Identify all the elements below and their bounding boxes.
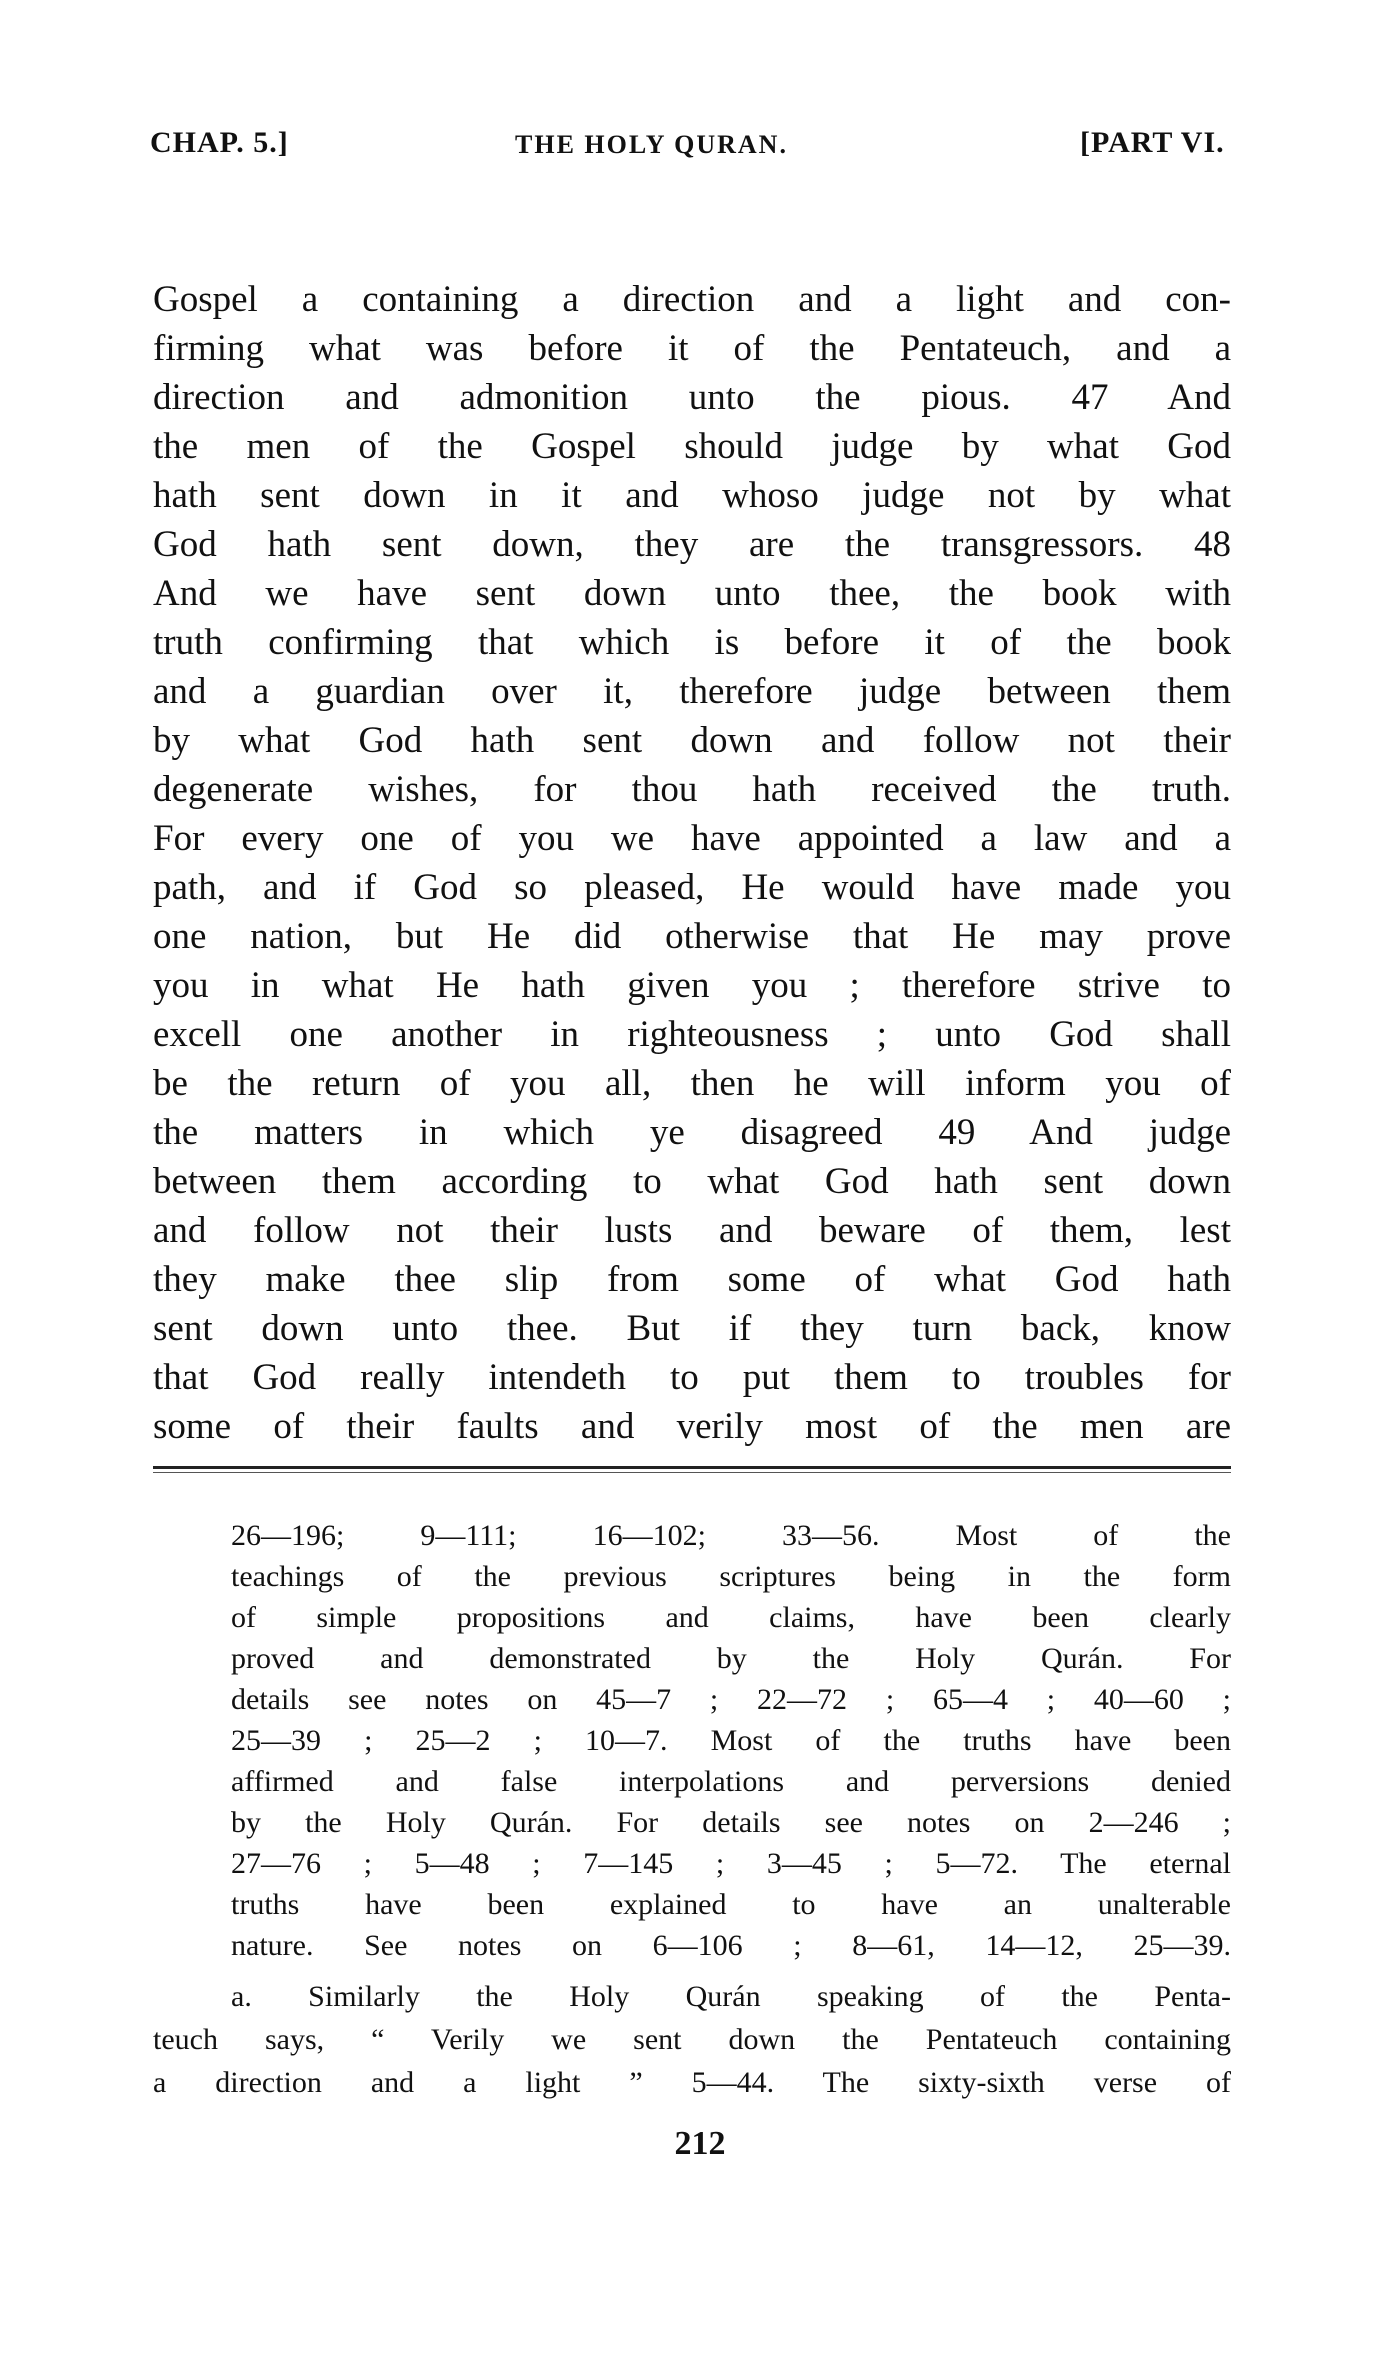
- text-line: Gospel a containing a direction and a light and con-: [153, 279, 1231, 320]
- text-line: 25—39 ; 25—2 ; 10—7. Most of the truths have been: [231, 1724, 1231, 1757]
- text-line: 26—196; 9—111; 16—102; 33—56. Most of the: [231, 1519, 1231, 1552]
- text-line: one nation, but He did otherwise that He may prove: [153, 916, 1231, 957]
- text-line: you in what He hath given you ; therefore strive to: [153, 965, 1231, 1006]
- text-line: direction and admonition unto the pious. 47 And: [153, 377, 1231, 418]
- text-line: degenerate wishes, for thou hath received the truth.: [153, 769, 1231, 810]
- text-line: they make thee slip from some of what God hath: [153, 1259, 1231, 1300]
- text-line: be the return of you all, then he will inform you of: [153, 1063, 1231, 1104]
- text-line: truth confirming that which is before it of the book: [153, 622, 1231, 663]
- text-line: 27—76 ; 5—48 ; 7—145 ; 3—45 ; 5—72. The eternal: [231, 1847, 1231, 1880]
- text-line: firming what was before it of the Pentateuch, and a: [153, 328, 1231, 369]
- text-line: affirmed and false interpolations and perversions denied: [231, 1765, 1231, 1798]
- text-line: between them according to what God hath sent down: [153, 1161, 1231, 1202]
- text-line: details see notes on 45—7 ; 22—72 ; 65—4 ; 40—60 ;: [231, 1683, 1231, 1716]
- text-line: a direction and a light ” 5—44. The sixty-sixth verse of: [153, 2066, 1231, 2099]
- text-line: some of their faults and verily most of the men are: [153, 1406, 1231, 1447]
- running-header-title: THE HOLY QURAN.: [515, 130, 788, 159]
- text-line: hath sent down in it and whoso judge not by what: [153, 475, 1231, 516]
- footnote-continuation: [231, 1515, 1231, 1966]
- text-line: truths have been explained to have an unalterable: [231, 1888, 1231, 1921]
- text-line: teachings of the previous scriptures being in the form: [231, 1560, 1231, 1593]
- text-line: and follow not their lusts and beware of them, lest: [153, 1210, 1231, 1251]
- text-line: God hath sent down, they are the transgressors. 48: [153, 524, 1231, 565]
- running-header-part: [PART VI.: [1080, 126, 1225, 159]
- text-line: that God really intendeth to put them to troubles for: [153, 1357, 1231, 1398]
- text-line: proved and demonstrated by the Holy Qurán. For: [231, 1642, 1231, 1675]
- text-line: excell one another in righteousness ; unto God shall: [153, 1014, 1231, 1055]
- text-line: by the Holy Qurán. For details see notes on 2—246 ;: [231, 1806, 1231, 1839]
- footnote-divider: [153, 1466, 1231, 1469]
- footnote-divider-thin: [153, 1472, 1231, 1473]
- text-line: nature. See notes on 6—106 ; 8—61, 14—12, 25—39.: [231, 1929, 1231, 1962]
- text-line: And we have sent down unto thee, the book with: [153, 573, 1231, 614]
- text-line: a. Similarly the Holy Qurán speaking of the Penta-: [231, 1980, 1231, 2013]
- running-header-chapter: CHAP. 5.]: [150, 126, 289, 159]
- text-line: teuch says, “ Verily we sent down the Pentateuch containing: [153, 2023, 1231, 2056]
- text-line: the matters in which ye disagreed 49 And judge: [153, 1112, 1231, 1153]
- page-number: 212: [674, 2125, 726, 2162]
- text-line: the men of the Gospel should judge by what God: [153, 426, 1231, 467]
- main-text: [153, 275, 1231, 1451]
- text-line: sent down unto thee. But if they turn back, know: [153, 1308, 1231, 1349]
- text-line: by what God hath sent down and follow not their: [153, 720, 1231, 761]
- text-line: of simple propositions and claims, have been clearly: [231, 1601, 1231, 1634]
- text-line: and a guardian over it, therefore judge between them: [153, 671, 1231, 712]
- text-line: For every one of you we have appointed a law and a: [153, 818, 1231, 859]
- text-line: path, and if God so pleased, He would have made you: [153, 867, 1231, 908]
- footnote-a: [153, 1975, 1231, 2104]
